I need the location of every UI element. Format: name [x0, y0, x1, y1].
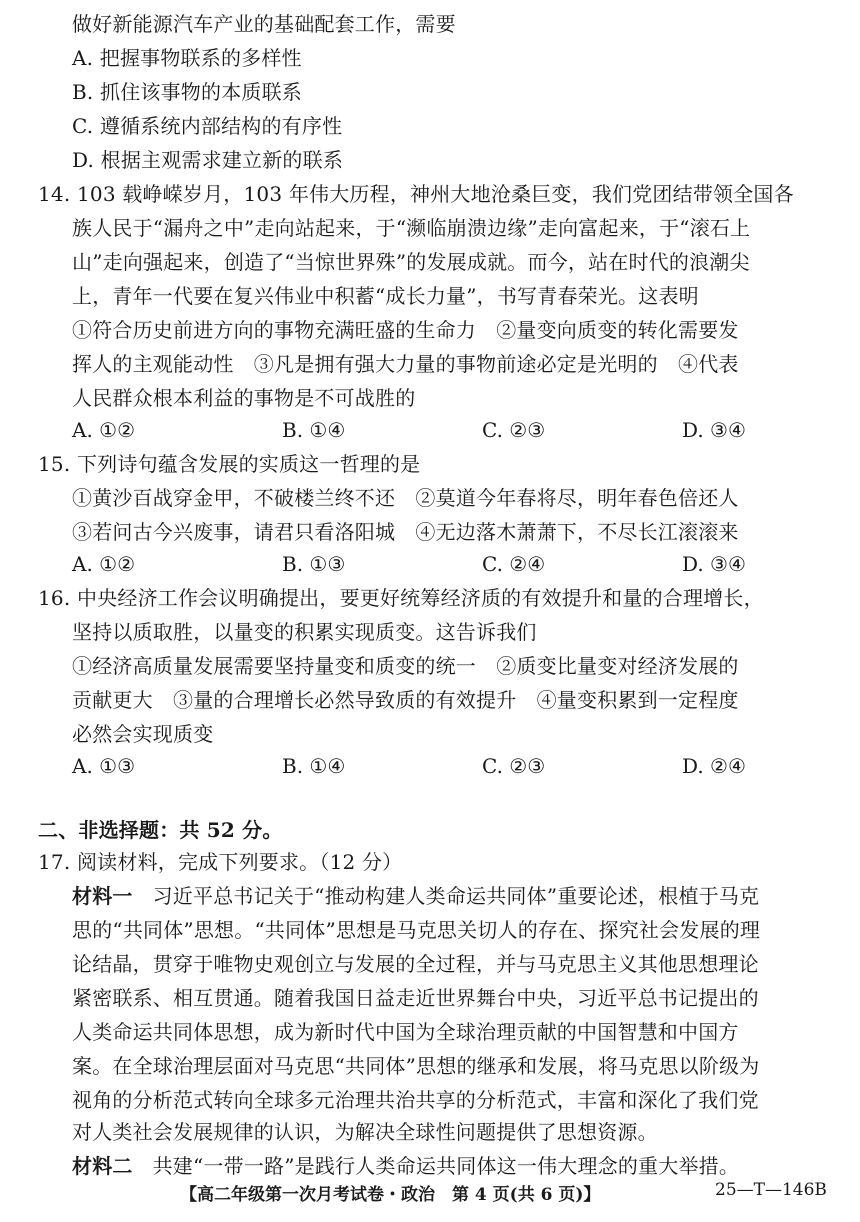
q14-choice-a: A. ①②	[72, 418, 136, 442]
q15-choice-d: D. ③④	[682, 552, 746, 576]
q16-line-2: 坚持以质取胜，以量变的积累实现质变。这告诉我们	[72, 620, 537, 644]
q16-choice-a: A. ①③	[72, 754, 136, 778]
q16-line-1: 16. 中央经济工作会议明确提出，要更好统筹经济质的有效提升和量的合理增长，	[38, 586, 764, 610]
q14-choice-d: D. ③④	[682, 418, 746, 442]
q13-option-c: C. 遵循系统内部结构的有序性	[72, 114, 343, 138]
q17-material-1-line-6: 案。在全球治理层面对马克思“共同体”思想的继承和发展，将马克思以阶级为	[72, 1054, 760, 1078]
q17-material-1-line-3: 论结晶，贯穿于唯物史观创立与发展的全过程，并与马克思主义其他思想理论	[72, 952, 759, 976]
q15-choice-b: B. ①③	[282, 552, 346, 576]
q17-material-1-line-5: 人类命运共同体思想，成为新时代中国为全球治理贡献的中国智慧和中国方	[72, 1020, 739, 1044]
q14-line-3: 山”走向强起来，创造了“当惊世界殊”的发展成就。而今，站在时代的浪潮尖	[72, 250, 750, 274]
section-2-heading: 二、非选择题：共 52 分。	[38, 818, 283, 842]
q17-material-2-text: 共建“一带一路”是践行人类命运共同体这一伟大理念的重大举措。	[152, 1154, 740, 1178]
q15-stem: 15. 下列诗句蕴含发展的实质这一哲理的是	[38, 452, 421, 476]
q17-material-1-line-1	[72, 882, 759, 910]
page-footer-code: 25—T—146B	[715, 1180, 827, 1200]
q14-line-4: 上，青年一代要在复兴伟业中积蓄“成长力量”，书写青春荣光。这表明	[72, 284, 699, 308]
q13-option-a: A. 把握事物联系的多样性	[72, 46, 302, 70]
q13-stem-end: 做好新能源汽车产业的基础配套工作，需要	[72, 12, 456, 36]
q17-material-2-line-1	[72, 1152, 739, 1180]
q16-line-5: 必然会实现质变	[72, 722, 214, 746]
q14-line-2: 族人民于“漏舟之中”走向站起来，于“濒临崩溃边缘”走向富起来，于“滚石上	[72, 216, 751, 240]
q15-line-3: ③若问古今兴废事，请君只看洛阳城 ④无边落木萧萧下，不尽长江滚滚来	[72, 520, 739, 544]
q13-option-d: D. 根据主观需求建立新的联系	[72, 148, 344, 172]
q17-material-1-line-4: 紧密联系、相互贯通。随着我国日益走近世界舞台中央，习近平总书记提出的	[72, 986, 759, 1010]
q14-line-7: 人民群众根本利益的事物是不可战胜的	[72, 386, 416, 410]
q17-material-1-line-8: 对人类社会发展规律的认识，为解决全球性问题提供了思想资源。	[72, 1120, 658, 1144]
q17-stem: 17. 阅读材料，完成下列要求。（12 分）	[38, 850, 403, 874]
q16-line-4: 贡献更大 ③量的合理增长必然导致质的有效提升 ④量变积累到一定程度	[72, 688, 739, 712]
q14-choice-c: C. ②③	[482, 418, 546, 442]
q14-line-6: 挥人的主观能动性 ③凡是拥有强大力量的事物前途必定是光明的 ④代表	[72, 352, 739, 376]
q15-line-2: ①黄沙百战穿金甲，不破楼兰终不还 ②莫道今年春将尽，明年春色倍还人	[72, 486, 739, 510]
q16-line-3: ①经济高质量发展需要坚持量变和质变的统一 ②质变比量变对经济发展的	[72, 654, 739, 678]
q17-material-2-label: 材料二	[72, 1154, 133, 1178]
q14-line-5: ①符合历史前进方向的事物充满旺盛的生命力 ②量变向质变的转化需要发	[72, 318, 739, 342]
q13-option-b: B. 抓住该事物的本质联系	[72, 80, 303, 104]
q17-material-1-line-7: 视角的分析范式转向全球多元治理共治共享的分析范式，丰富和深化了我们党	[72, 1088, 759, 1112]
q16-choice-c: C. ②③	[482, 754, 546, 778]
q16-choice-d: D. ②④	[682, 754, 746, 778]
q15-choice-c: C. ②④	[482, 552, 546, 576]
q14-line-1: 14. 103 载峥嵘岁月，103 年伟大历程，神州大地沧桑巨变，我们党团结带领全国各	[38, 182, 794, 206]
q14-choice-b: B. ①④	[282, 418, 346, 442]
q17-material-1-label: 材料一	[72, 884, 133, 908]
q17-material-1-line-2: 思的“共同体”思想。“共同体”思想是马克思关切人的存在、探究社会发展的理	[72, 918, 761, 942]
q15-choice-a: A. ①②	[72, 552, 136, 576]
page-footer-title: 【高二年级第一次月考试卷・政治 第 4 页(共 6 页)】	[180, 1185, 601, 1205]
q16-choice-b: B. ①④	[282, 754, 346, 778]
q17-material-1-text: 习近平总书记关于“推动构建人类命运共同体”重要论述，根植于马克	[152, 884, 760, 908]
